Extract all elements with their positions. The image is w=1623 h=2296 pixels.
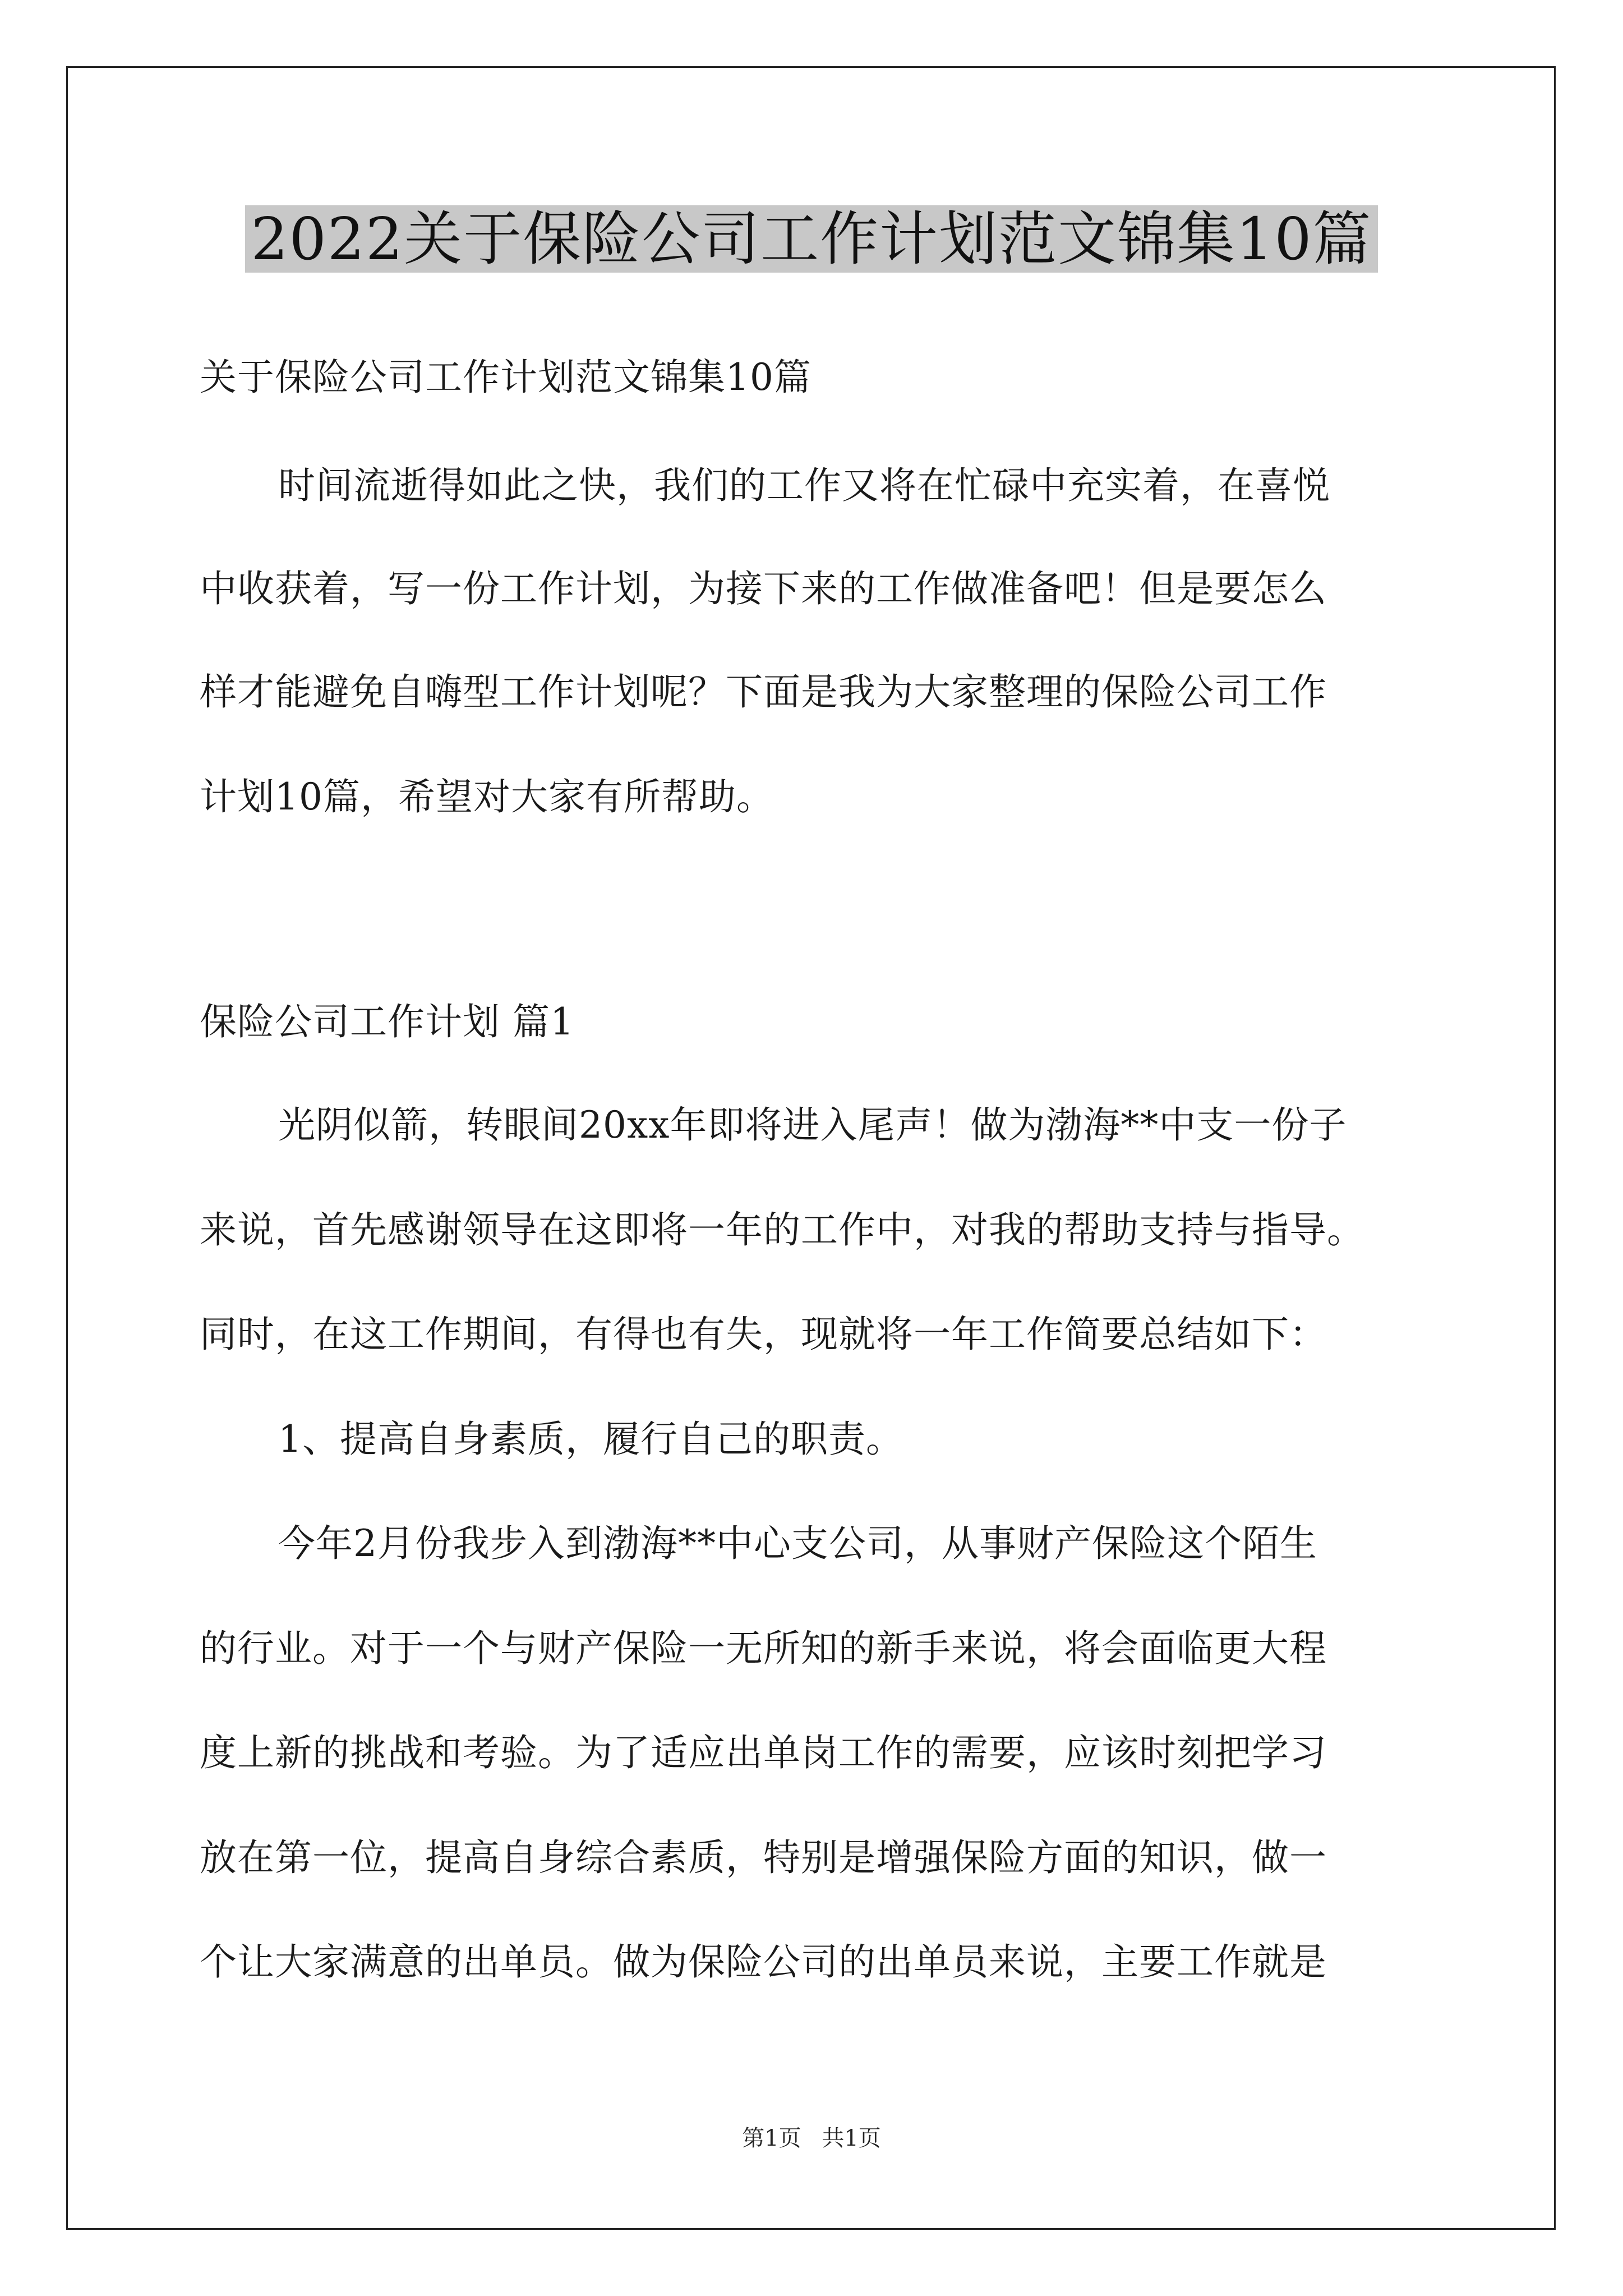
intro-line-4: 计划10篇，希望对大家有所帮助。 (200, 775, 774, 818)
para1-line-3: 同时，在这工作期间，有得也有失，现就将一年工作简要总结如下： (200, 1313, 1327, 1356)
document-subtitle: 关于保险公司工作计划范文锦集10篇 (200, 356, 811, 399)
intro-line-2: 中收获着，写一份工作计划，为接下来的工作做准备吧！但是要怎么 (200, 567, 1327, 610)
section-heading: 保险公司工作计划 篇1 (200, 1000, 574, 1043)
para1-line-1: 光阴似箭，转眼间20xx年即将进入尾声！做为渤海**中支一份子 (278, 1103, 1347, 1147)
para2-line-3: 度上新的挑战和考验。为了适应出单岗工作的需要，应该时刻把学习 (200, 1731, 1327, 1774)
para2-line-1: 今年2月份我步入到渤海**中心支公司，从事财产保险这个陌生 (278, 1522, 1317, 1565)
list-item-1: 1、提高自身素质，履行自己的职责。 (278, 1418, 903, 1461)
total-pages: 共1页 (822, 2125, 881, 2151)
intro-line-3: 样才能避免自嗨型工作计划呢？下面是我为大家整理的保险公司工作 (200, 670, 1327, 714)
document-title-text: 2022关于保险公司工作计划范文锦集10篇 (245, 205, 1377, 273)
para1-line-2: 来说，首先感谢领导在这即将一年的工作中，对我的帮助支持与指导。 (200, 1208, 1364, 1251)
intro-line-1: 时间流逝得如此之快，我们的工作又将在忙碌中充实着，在喜悦 (278, 464, 1330, 507)
para2-line-4: 放在第一位，提高自身综合素质，特别是增强保险方面的知识，做一 (200, 1836, 1327, 1879)
para2-line-2: 的行业。对于一个与财产保险一无所知的新手来说，将会面临更大程 (200, 1627, 1327, 1670)
page-footer (0, 2120, 1623, 2152)
page-number: 第1页 (742, 2125, 801, 2151)
document-title (0, 205, 1623, 273)
para2-line-5: 个让大家满意的出单员。做为保险公司的出单员来说，主要工作就是 (200, 1940, 1327, 1984)
